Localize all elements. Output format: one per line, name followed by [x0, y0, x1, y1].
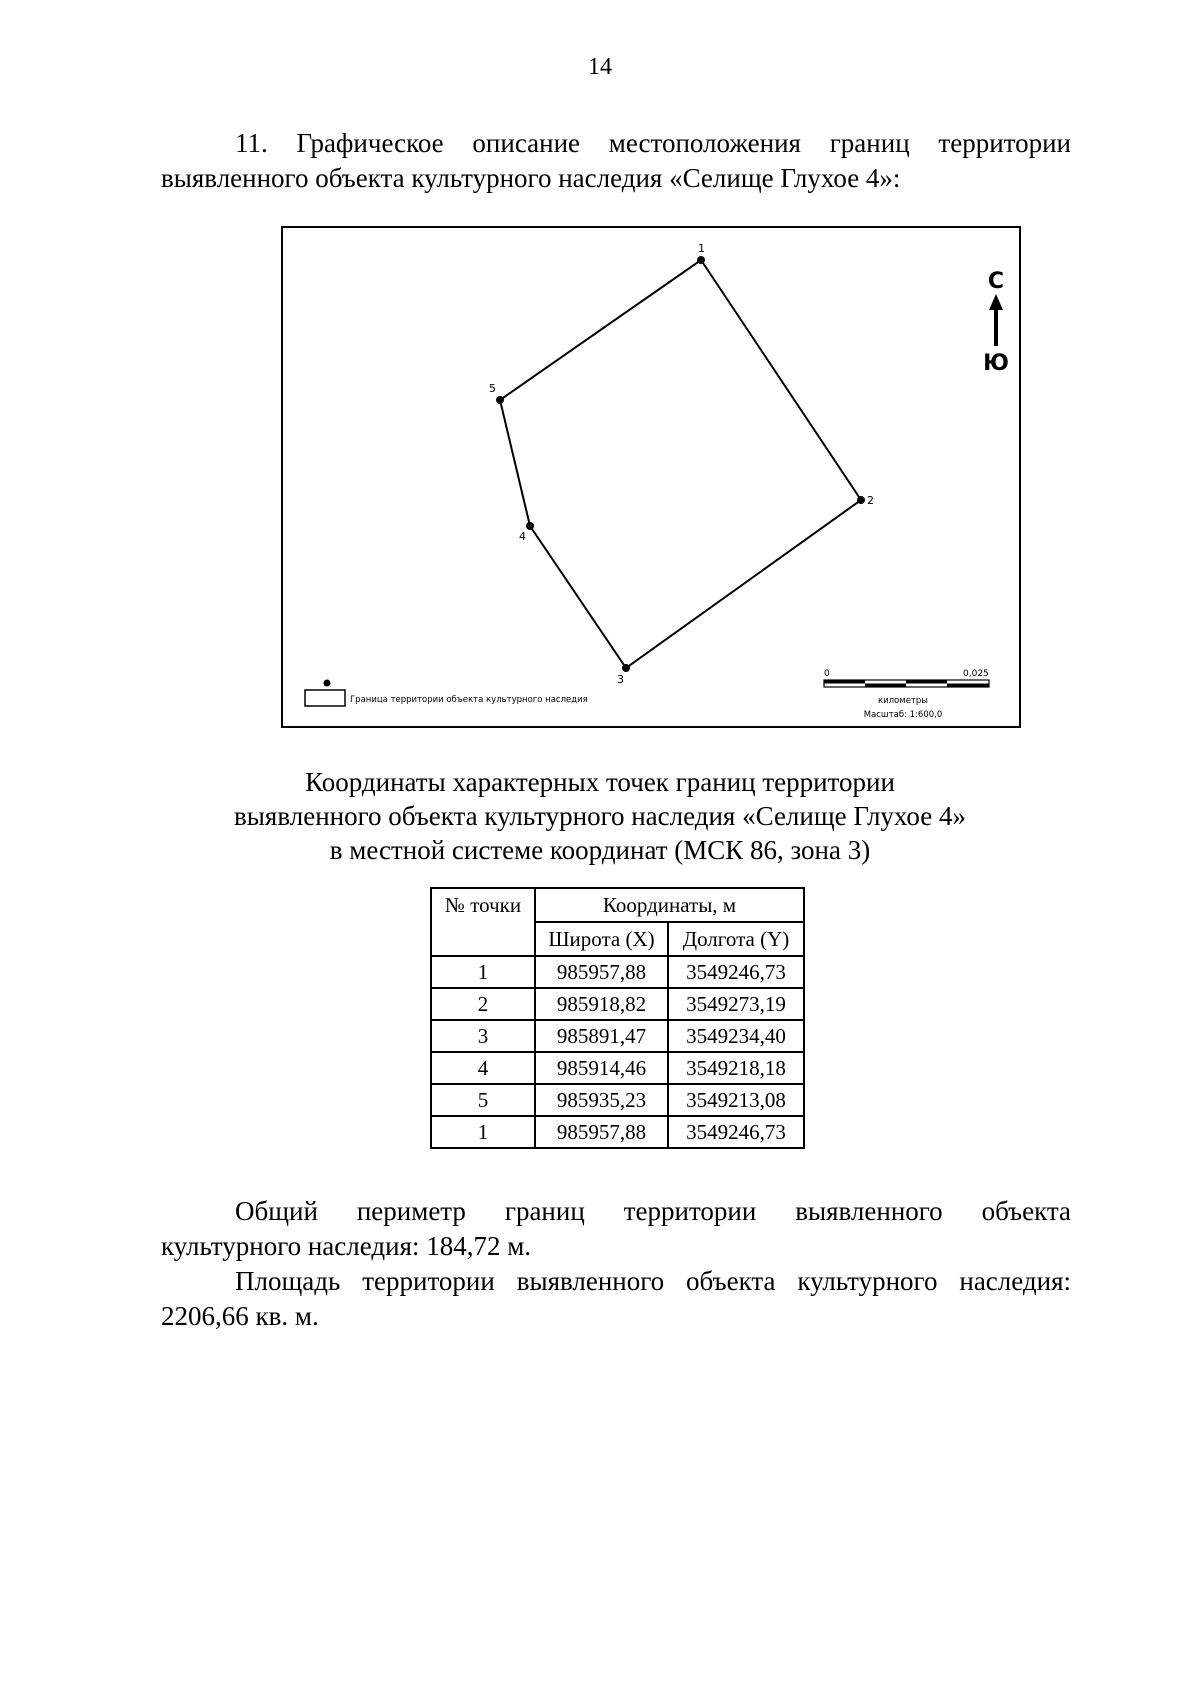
table-row: [431, 1116, 804, 1148]
cell-y: 3549218,18: [668, 1052, 804, 1084]
north-arrow-icon: [983, 269, 1009, 376]
cell-x: 985957,88: [535, 956, 668, 988]
header-coordinates: Координаты, м: [535, 888, 804, 922]
perimeter-line1: Общий периметр границ территории выявленного объекта: [235, 1196, 1071, 1226]
cell-y: 3549246,73: [668, 1116, 804, 1148]
coordinates-title-line3: в местной системе координат (МСК 86, зона 3): [329, 835, 871, 865]
cell-x: 985935,23: [535, 1084, 668, 1116]
table-row: [431, 1052, 804, 1084]
page-number: 14: [588, 54, 612, 80]
boundary-point-3: [622, 664, 630, 672]
header-point-number: № точки: [431, 888, 535, 956]
boundary-point-1: [697, 256, 705, 264]
cell-point: 3: [431, 1020, 535, 1052]
cell-x: 985957,88: [535, 1116, 668, 1148]
scale-ratio: Масштаб: 1:600,0: [863, 710, 943, 720]
cell-x: 985891,47: [535, 1020, 668, 1052]
cell-x: 985914,46: [535, 1052, 668, 1084]
point-label-2: 2: [867, 494, 874, 507]
point-label-4: 4: [519, 530, 526, 543]
coordinates-title-line2: выявленного объекта культурного наследия «Селище Глухое 4»: [234, 801, 966, 831]
scale-unit: километры: [878, 696, 928, 706]
table-row: [431, 956, 804, 988]
cell-x: 985918,82: [535, 988, 668, 1020]
legend-text: Граница территории объекта культурного наследия: [350, 695, 588, 705]
cell-point: 1: [431, 956, 535, 988]
boundary-point-2: [857, 496, 865, 504]
boundary-point-5: [496, 396, 504, 404]
boundary-polygon: [500, 260, 861, 668]
boundary-point-4: [526, 522, 534, 530]
scale-end: 0,025: [963, 669, 989, 679]
section-heading-line1: 11. Графическое описание местоположения границ территории: [235, 128, 1071, 158]
coordinates-title: [0, 765, 1200, 867]
south-label: Ю: [983, 351, 1009, 376]
area-line1: Площадь территории выявленного объекта культурного наследия:: [235, 1266, 1071, 1296]
header-longitude: Долгота (Y): [668, 922, 804, 956]
table-row: [431, 1084, 804, 1116]
cell-point: 5: [431, 1084, 535, 1116]
cell-point: 4: [431, 1052, 535, 1084]
header-latitude: Широта (X): [535, 922, 668, 956]
section-heading-line2: выявленного объекта культурного наследия «Селище Глухое 4»:: [161, 163, 901, 193]
cell-point: 2: [431, 988, 535, 1020]
point-label-5: 5: [489, 382, 496, 395]
cell-y: 3549213,08: [668, 1084, 804, 1116]
north-label: С: [987, 269, 1005, 294]
table-row: [431, 988, 804, 1020]
table-row: [431, 1020, 804, 1052]
cell-y: 3549234,40: [668, 1020, 804, 1052]
point-label-1: 1: [698, 242, 705, 255]
cell-y: 3549246,73: [668, 956, 804, 988]
scale-bar: [824, 669, 989, 720]
area-line2: 2206,66 кв. м.: [161, 1301, 319, 1331]
perimeter-line2: культурного наследия: 184,72 м.: [161, 1231, 532, 1261]
scale-zero: 0: [824, 669, 830, 679]
cell-point: 1: [431, 1116, 535, 1148]
point-label-3: 3: [617, 673, 624, 686]
legend: [305, 680, 588, 707]
coordinates-table: [430, 887, 805, 1149]
cell-y: 3549273,19: [668, 988, 804, 1020]
coordinates-title-line1: Координаты характерных точек границ территории: [305, 767, 895, 797]
boundary-map: [281, 226, 1021, 728]
